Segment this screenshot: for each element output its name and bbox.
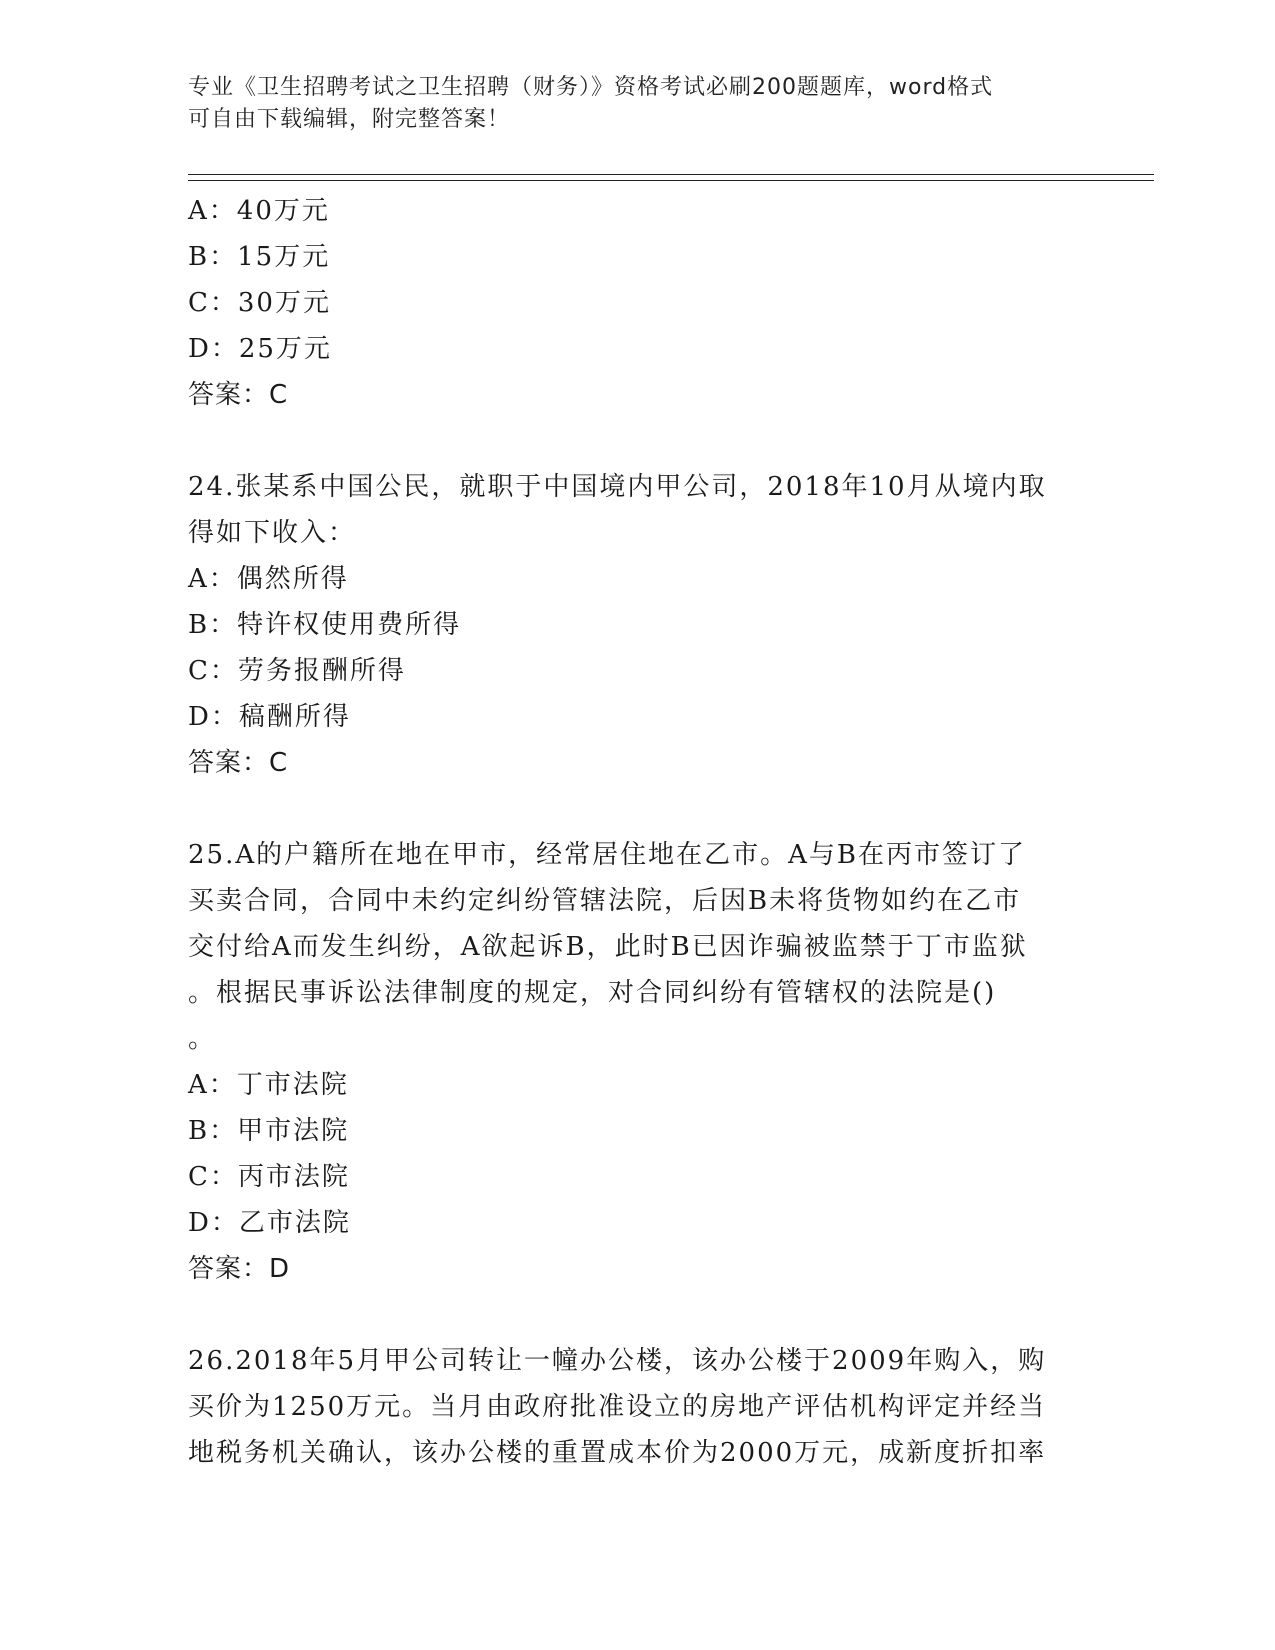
option-a: A：丁市法院 bbox=[188, 1070, 349, 1100]
document-header bbox=[188, 72, 1068, 136]
question-stem-line: 26.2018年5月甲公司转让一幢办公楼，该办公楼于2009年购入，购 bbox=[188, 1346, 1047, 1376]
option-c: C：30万元 bbox=[188, 288, 331, 318]
option-c: C：劳务报酬所得 bbox=[188, 656, 406, 686]
question-stem-line: 地税务机关确认，该办公楼的重置成本价为2000万元，成新度折扣率 bbox=[188, 1438, 1047, 1468]
question-stem-line: 买卖合同，合同中未约定纠纷管辖法院，后因B未将货物如约在乙市 bbox=[188, 886, 1022, 916]
answer-line: 答案：C bbox=[188, 748, 289, 778]
question-23 bbox=[188, 188, 1088, 418]
question-list bbox=[188, 188, 1088, 1476]
header-divider-bottom bbox=[188, 180, 1154, 181]
header-line-2: 可自由下载编辑，附完整答案！ bbox=[188, 107, 511, 132]
question-25 bbox=[188, 832, 1088, 1292]
question-stem-line: 24.张某系中国公民，就职于中国境内甲公司，2018年10月从境内取 bbox=[188, 472, 1047, 502]
spacer bbox=[188, 418, 1088, 464]
option-b: B：甲市法院 bbox=[188, 1116, 350, 1146]
question-stem-line: 。根据民事诉讼法律制度的规定，对合同纠纷有管辖权的法院是() bbox=[188, 978, 997, 1008]
spacer bbox=[188, 1292, 1088, 1338]
option-d: D：稿酬所得 bbox=[188, 702, 351, 732]
answer-line: 答案：C bbox=[188, 380, 289, 410]
question-stem-line: 交付给A而发生纠纷，A欲起诉B，此时B已因诈骗被监禁于丁市监狱 bbox=[188, 932, 1028, 962]
header-divider-top bbox=[188, 174, 1154, 175]
option-c: C：丙市法院 bbox=[188, 1162, 350, 1192]
option-a: A：40万元 bbox=[188, 196, 330, 226]
option-a: A：偶然所得 bbox=[188, 564, 349, 594]
question-stem-line: 得如下收入： bbox=[188, 518, 357, 548]
option-d: D：25万元 bbox=[188, 334, 332, 364]
spacer bbox=[188, 786, 1088, 832]
header-line-1: 专业《卫生招聘考试之卫生招聘（财务）》资格考试必刷200题题库，word格式 bbox=[188, 75, 994, 100]
answer-line: 答案：D bbox=[188, 1254, 291, 1284]
option-b: B：特许权使用费所得 bbox=[188, 610, 462, 640]
question-stem-line: 25.A的户籍所在地在甲市，经常居住地在乙市。A与B在丙市签订了 bbox=[188, 840, 1027, 870]
option-d: D：乙市法院 bbox=[188, 1208, 351, 1238]
question-stem-line: 买价为1250万元。当月由政府批准设立的房地产评估机构评定并经当 bbox=[188, 1392, 1047, 1422]
question-24 bbox=[188, 464, 1088, 786]
option-b: B：15万元 bbox=[188, 242, 331, 272]
question-26 bbox=[188, 1338, 1088, 1476]
question-stem-line: 。 bbox=[188, 1024, 217, 1054]
